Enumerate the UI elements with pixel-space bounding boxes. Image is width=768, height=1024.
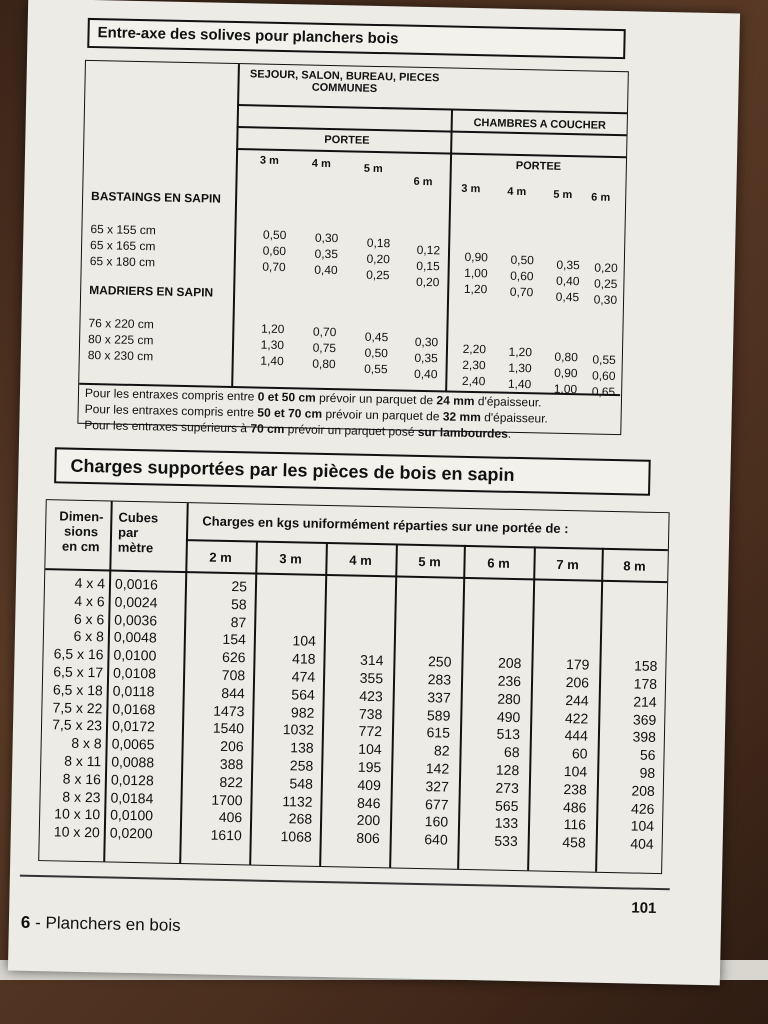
note-line: Pour les entraxes supérieurs à 70 cm prévoir un parquet posé sur lambourdes. (84, 417, 512, 441)
span-5m: 5 m (363, 162, 383, 176)
charges-6m: 208 236 280 490 513 68 128 273 565 133 533 (494, 584, 524, 850)
section2-title: Charges supportées par les pièces de bois en sapin (54, 447, 651, 495)
book-page (8, 0, 740, 985)
span-3m-ch: 3 m (461, 182, 481, 196)
mad-ch-3m: 2,20 2,30 2,40 (461, 341, 487, 389)
mad-ch-6m: 0,55 0,60 0,65 (591, 352, 616, 400)
bast-sej-6m: 0,12 0,15 0,20 (415, 242, 441, 290)
joist-spacing-table (77, 60, 629, 441)
charges-7m: 179 206 244 422 444 60 104 238 486 116 458 (562, 585, 592, 851)
section1-title: Entre-axe des solives pour planchers bois (87, 18, 626, 59)
spacing-notes (84, 385, 548, 443)
header-portee-sejour: PORTEE (324, 133, 370, 147)
header-sejour: SEJOUR, SALON, BUREAU, PIECES COMMUNES (249, 68, 440, 95)
header-cubes: Cubes par mètre (117, 509, 159, 556)
span-3m: 3 m (259, 154, 280, 167)
page-number: 101 (631, 899, 657, 918)
charges-4m: 314 355 423 738 772 104 195 409 846 200 806 (356, 581, 386, 847)
bastaings-dims: 65 x 155 cm 65 x 165 cm 65 x 180 cm (89, 222, 156, 270)
mad-ch-4m: 1,20 1,30 1,40 (507, 344, 533, 392)
bast-sej-3m: 0,50 0,60 0,70 (262, 227, 287, 275)
span-2m: 2 m (209, 549, 232, 566)
bast-sej-4m: 0,30 0,35 0,40 (314, 230, 339, 278)
load-table (38, 499, 669, 874)
footer-rule (20, 875, 670, 890)
span-4m: 4 m (349, 552, 372, 568)
bastaings-label: BASTAINGS EN SAPIN (90, 189, 222, 206)
span-5m: 5 m (418, 553, 441, 570)
note-line: Pour les entraxes compris entre 50 et 70 cm prévoir un parquet de 32 mm d'épaisseur. (84, 401, 548, 426)
mad-sej-6m: 0,30 0,35 0,40 (413, 334, 439, 382)
note-line: Pour les entraxes compris entre 0 et 50 cm prévoir un parquet de 24 mm d'épaisseur. (84, 385, 542, 410)
charges-3m: 104 418 474 564 982 1032 138 258 548 1132 268 1068 (280, 579, 318, 845)
chapter-label: 6 - Planchers en bois (20, 912, 181, 936)
span-6m: 6 m (487, 555, 510, 571)
bast-ch-6m: 0,20 0,25 0,30 (593, 260, 618, 308)
mad-sej-4m: 0,70 0,75 0,80 (312, 324, 337, 372)
bast-ch-5m: 0,35 0,40 0,45 (555, 257, 580, 305)
bast-sej-5m: 0,18 0,20 0,25 (366, 235, 391, 283)
madriers-label: MADRIERS EN SAPIN (89, 282, 214, 300)
madriers-dims: 76 x 220 cm 80 x 225 cm 80 x 230 cm (87, 315, 154, 364)
span-4m-ch: 4 m (507, 185, 527, 199)
bast-ch-3m: 0,90 1,00 1,20 (463, 249, 489, 297)
bast-ch-4m: 0,50 0,60 0,70 (509, 252, 535, 300)
cubes-column: 0,0016 0,0024 0,0036 0,0048 0,0100 0,0108 0,0118 0,0168 0,0172 0,0065 0,0088 0,0128 0,0184 0,0100 0,0200 (109, 575, 159, 842)
mad-sej-5m: 0,45 0,50 0,55 (364, 329, 389, 377)
span-6m: 6 m (413, 175, 433, 189)
dims-column: 4 x 4 4 x 6 6 x 6 6 x 8 6,5 x 16 6,5 x 17 6,5 x 18 7,5 x 22 7,5 x 23 8 x 8 8 x 11 8 x 16 8 x 23 10 x 10 10 x 20 (52, 574, 106, 841)
charges-2m: 25 58 87 154 626 708 844 1473 1540 206 388 822 1700 406 1610 (210, 578, 248, 844)
header-portee-chambres: PORTEE (515, 159, 562, 173)
charges-5m: 250 283 337 589 615 82 142 327 677 160 640 (424, 582, 454, 848)
span-5m-ch: 5 m (553, 188, 573, 202)
header-dimensions: Dimen- sions en cm (59, 508, 104, 555)
header-chambres: CHAMBRES A COUCHER (473, 117, 607, 132)
span-6m-ch: 6 m (591, 191, 611, 204)
span-3m: 3 m (279, 551, 302, 567)
span-7m: 7 m (556, 556, 579, 573)
mad-ch-5m: 0,80 0,90 1,00 (553, 349, 579, 397)
charges-8m: 158 178 214 369 398 56 98 208 426 104 404 (630, 586, 660, 853)
span-4m: 4 m (311, 157, 331, 171)
mad-sej-3m: 1,20 1,30 1,40 (260, 321, 285, 369)
header-charges: Charges en kgs uniformément réparties sur une portée de : (202, 513, 569, 537)
span-8m: 8 m (623, 558, 646, 574)
